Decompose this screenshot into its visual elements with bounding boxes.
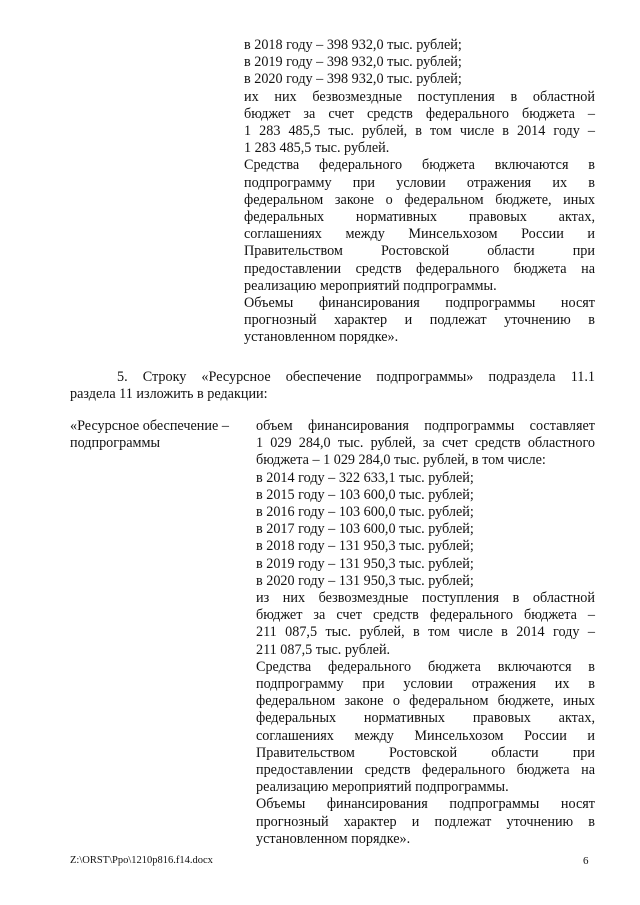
text-line: федеральном законе о федеральном бюджете, иных — [244, 191, 595, 208]
text-line: 1 283 485,5 тыс. рублей. — [244, 140, 390, 157]
text-line: 211 087,5 тыс. рублей, в том числе в 2014 году – — [256, 624, 595, 641]
text-line: Средства федерального бюджета включаются в — [256, 658, 595, 675]
text-line: объем финансирования подпрограммы составляет — [256, 418, 595, 434]
text-line: их них безвозмездные поступления в областной — [244, 88, 595, 105]
text-line: установленном порядке». — [256, 830, 411, 847]
row-label — [70, 418, 250, 452]
text-line: предоставлении средств федерального бюджета на — [256, 762, 595, 779]
text-line: предоставлении средств федерального бюджета на — [244, 260, 595, 277]
row-label-line-1: «Ресурсное обеспечение – — [70, 418, 229, 434]
row-label-line-2: подпрограммы — [70, 435, 160, 452]
text-line: федеральных нормативных правовых актах, — [256, 710, 595, 727]
text-line: реализацию мероприятий подпрограммы. — [244, 277, 497, 294]
text-line: в 2014 году – 322 633,1 тыс. рублей; — [256, 469, 474, 486]
text-line: установленном порядке». — [244, 329, 399, 346]
text-line: бюджет за счет средств федерального бюджета – — [256, 607, 595, 624]
text-line: Правительством Ростовской области при — [244, 243, 595, 260]
text-line: в 2020 году – 398 932,0 тыс. рублей; — [244, 71, 462, 88]
text-line: Средства федерального бюджета включаются в — [244, 157, 595, 174]
bottom-text-block — [256, 418, 595, 848]
text-line: из них безвозмездные поступления в областной — [256, 590, 595, 607]
text-line: соглашениях между Минсельхозом России и — [244, 226, 595, 243]
text-line: 1 283 485,5 тыс. рублей, в том числе в 2014 году – — [244, 123, 595, 140]
text-line: бюджета – 1 029 284,0 тыс. рублей, в том числе: — [256, 452, 546, 469]
item-5-paragraph — [70, 369, 595, 403]
text-line: Объемы финансирования подпрограммы носят — [244, 295, 595, 312]
text-line: Правительством Ростовской области при — [256, 744, 595, 761]
text-line: в 2017 году – 103 600,0 тыс. рублей; — [256, 521, 474, 538]
text-line: в 2019 году – 398 932,0 тыс. рублей; — [244, 54, 462, 71]
text-line: соглашениях между Минсельхозом России и — [256, 727, 595, 744]
text-line: федеральных нормативных правовых актах, — [244, 209, 595, 226]
text-line: прогнозный характер и подлежат уточнению в — [256, 813, 595, 830]
text-line: в 2015 году – 103 600,0 тыс. рублей; — [256, 486, 474, 503]
text-line: прогнозный характер и подлежат уточнению в — [244, 312, 595, 329]
footer-file-path: Z:\ORST\Ppo\1210p816.f14.docx — [70, 855, 213, 866]
text-line: в 2019 году – 131 950,3 тыс. рублей; — [256, 555, 474, 572]
text-line: в 2016 году – 103 600,0 тыс. рублей; — [256, 504, 474, 521]
text-line: Объемы финансирования подпрограммы носят — [256, 796, 595, 813]
text-line: подпрограмму при условии отражения их в — [256, 676, 595, 693]
page-number: 6 — [583, 855, 589, 867]
text-line: 211 087,5 тыс. рублей. — [256, 641, 391, 658]
item-5-line-2: раздела 11 изложить в редакции: — [70, 386, 268, 403]
item-5-line-1: 5. Строку «Ресурсное обеспечение подпрограммы» подраздела 11.1 — [117, 369, 595, 385]
text-line: 1 029 284,0 тыс. рублей, за счет средств областного — [256, 435, 595, 452]
text-line: в 2018 году – 398 932,0 тыс. рублей; — [244, 37, 462, 53]
text-line: реализацию мероприятий подпрограммы. — [256, 779, 509, 796]
text-line: федеральном законе о федеральном бюджете, иных — [256, 693, 595, 710]
text-line: в 2020 году – 131 950,3 тыс. рублей; — [256, 572, 474, 589]
text-line: в 2018 году – 131 950,3 тыс. рублей; — [256, 538, 474, 555]
text-line: бюджет за счет средств федерального бюджета – — [244, 105, 595, 122]
text-line: подпрограмму при условии отражения их в — [244, 174, 595, 191]
top-text-block — [244, 37, 595, 347]
